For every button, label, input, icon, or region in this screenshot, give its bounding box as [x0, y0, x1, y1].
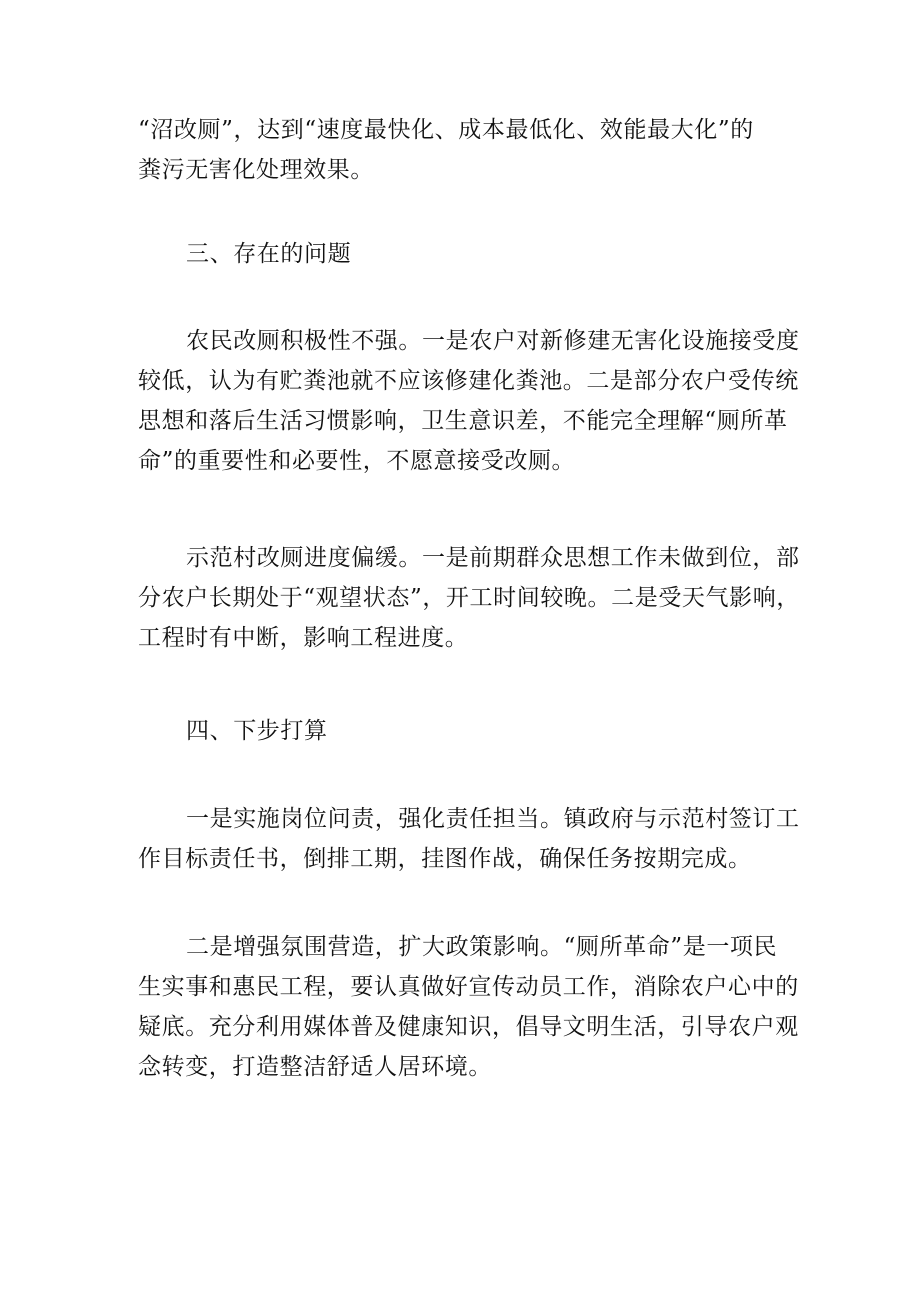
section-heading-plans [138, 711, 790, 751]
paragraph-line: 二是增强氛围营造，扩大政策影响。“厕所革命”是一项民 [186, 934, 778, 960]
paragraph-line: 念转变，打造整洁舒适人居环境。 [138, 1054, 492, 1080]
paragraph-line: 较低，认为有贮粪池就不应该修建化粪池。二是部分农户受传统 [138, 368, 799, 394]
heading-text: 三、存在的问题 [186, 241, 352, 267]
paragraph-line: 思想和落后生活习惯影响，卫生意识差，不能完全理解“厕所革 [138, 408, 788, 434]
paragraph-line: 示范村改厕进度偏缓。一是前期群众思想工作未做到位，部 [186, 545, 800, 571]
paragraph-line: 农民改厕积极性不强。一是农户对新修建无害化设施接受度 [186, 328, 800, 354]
heading-text: 四、下步打算 [186, 718, 328, 744]
paragraph-atmosphere [138, 927, 799, 1087]
paragraph-line: 疑底。充分利用媒体普及健康知识，倡导文明生活，引导农户观 [138, 1014, 799, 1040]
paragraph-enthusiasm [138, 321, 800, 481]
paragraph-line: 作目标责任书，倒排工期，挂图作战，确保任务按期完成。 [138, 846, 752, 872]
continuation-paragraph [138, 110, 790, 190]
paragraph-line: 分农户长期处于“观望状态”，开工时间较晚。二是受天气影响， [138, 585, 800, 611]
paragraph-line: 一是实施岗位问责，强化责任担当。镇政府与示范村签订工 [186, 806, 800, 832]
paragraph-line: 粪污无害化处理效果。 [138, 157, 374, 183]
paragraph-line: “沼改厕”，达到“速度最快化、成本最低化、效能最大化”的 [138, 117, 754, 143]
paragraph-progress [138, 538, 800, 658]
paragraph-line: 生实事和惠民工程，要认真做好宣传动员工作，消除农户心中的 [138, 974, 799, 1000]
paragraph-accountability [138, 799, 800, 879]
paragraph-line: 命”的重要性和必要性，不愿意接受改厕。 [138, 448, 576, 474]
paragraph-line: 工程时有中断，影响工程进度。 [138, 625, 469, 651]
section-heading-problems [138, 234, 790, 274]
